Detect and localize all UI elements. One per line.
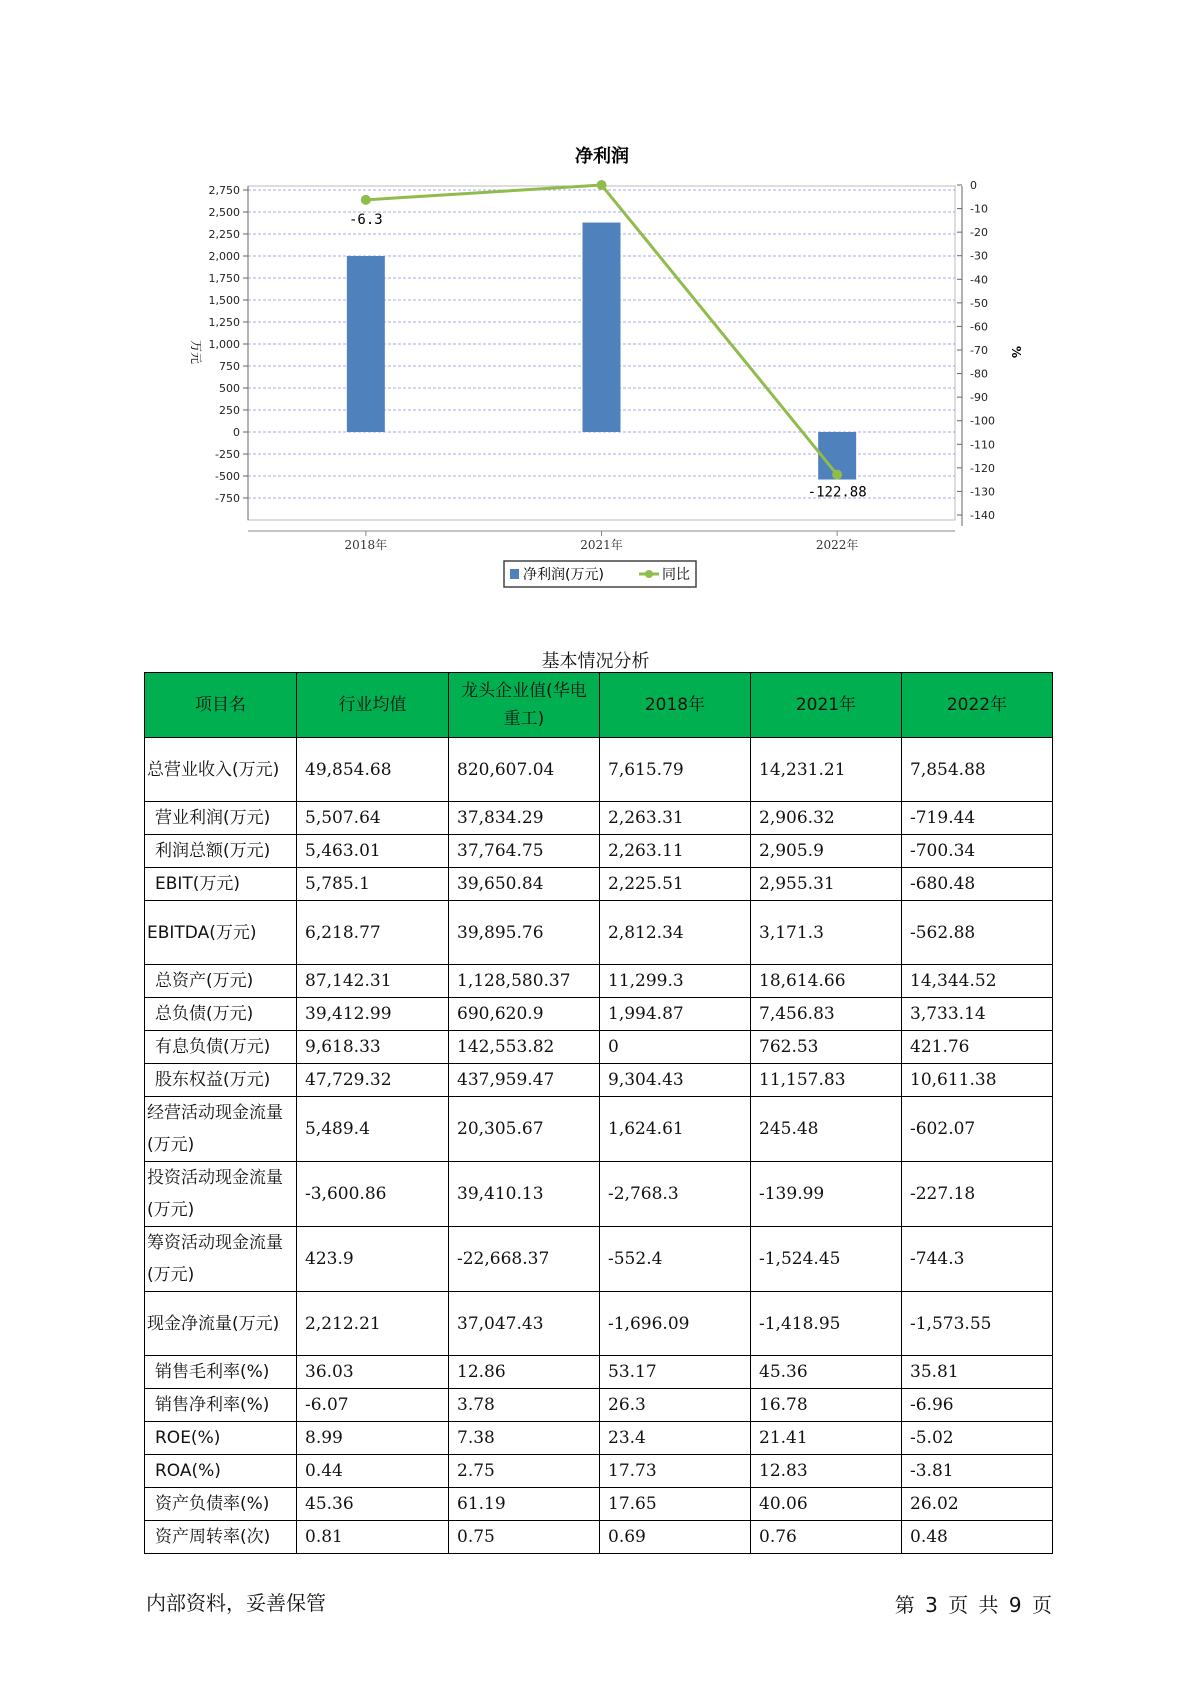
table-cell: -602.07	[902, 1097, 1053, 1162]
table-cell: 820,607.04	[449, 738, 600, 802]
y-tick-label: 1,250	[208, 316, 240, 329]
chart-title: 净利润	[575, 146, 629, 167]
y-tick-label: 2,500	[208, 206, 240, 219]
table-cell: 21.41	[751, 1422, 902, 1455]
row-label: 销售净利率(%)	[145, 1389, 297, 1422]
table-row	[145, 1292, 1053, 1356]
y-tick-label: -500	[215, 470, 240, 483]
table-cell: 5,785.1	[297, 868, 449, 901]
table-caption: 基本情况分析	[541, 651, 650, 672]
table-cell: 0.75	[449, 1521, 600, 1554]
table-cell: 37,047.43	[449, 1292, 600, 1356]
table-cell: 26.02	[902, 1488, 1053, 1521]
row-label: EBIT(万元)	[145, 868, 297, 901]
table-row	[145, 901, 1053, 965]
table-cell: 9,304.43	[600, 1064, 751, 1097]
table-cell: 14,231.21	[751, 738, 902, 802]
table-cell: 9,618.33	[297, 1031, 449, 1064]
table-row	[145, 1064, 1053, 1097]
table-cell: 0.48	[902, 1521, 1053, 1554]
table-row	[145, 1455, 1053, 1488]
row-label: 资产周转率(次)	[145, 1521, 297, 1554]
table-row	[145, 802, 1053, 835]
y-tick-label: 1,750	[208, 272, 240, 285]
table-cell: 17.73	[600, 1455, 751, 1488]
y-tick-label: 500	[219, 382, 240, 395]
y-tick-label: 250	[219, 404, 240, 417]
table-cell: 17.65	[600, 1488, 751, 1521]
table-cell: 26.3	[600, 1389, 751, 1422]
y-right-tick-label: -80	[970, 367, 988, 381]
y-tick-label: 750	[219, 360, 240, 373]
row-label: 经营活动现金流量(万元)	[145, 1097, 297, 1162]
row-label: 营业利润(万元)	[145, 802, 297, 835]
table-cell: 0.44	[297, 1455, 449, 1488]
table-cell: -1,573.55	[902, 1292, 1053, 1356]
table-cell: -552.4	[600, 1227, 751, 1292]
row-label: 有息负债(万元)	[145, 1031, 297, 1064]
yoy-point	[832, 470, 842, 480]
table-cell: 35.81	[902, 1356, 1053, 1389]
y-right-tick-label: 0	[970, 179, 977, 192]
table-cell: -719.44	[902, 802, 1053, 835]
row-label: 资产负债率(%)	[145, 1488, 297, 1521]
net-profit-chart	[0, 0, 1191, 600]
y-right-tick-label: -40	[970, 273, 988, 287]
table-row	[145, 1389, 1053, 1422]
table-cell: 12.86	[449, 1356, 600, 1389]
row-label: EBITDA(万元)	[145, 901, 297, 965]
table-cell: -227.18	[902, 1162, 1053, 1227]
footer-page-number: 第 3 页 共 9 页	[894, 1593, 1052, 1617]
legend-label: 同比	[662, 567, 690, 583]
table-cell: -1,696.09	[600, 1292, 751, 1356]
table-header-cell: 龙头企业值(华电重工)	[449, 673, 600, 738]
table-cell: 5,507.64	[297, 802, 449, 835]
table-cell: 1,128,580.37	[449, 965, 600, 998]
yoy-point	[597, 180, 607, 190]
table-cell: 11,299.3	[600, 965, 751, 998]
y-tick-label: 1,000	[208, 338, 240, 351]
table-cell: 20,305.67	[449, 1097, 600, 1162]
y-right-tick-label: -20	[970, 226, 988, 240]
table-cell: 39,650.84	[449, 868, 600, 901]
table-row	[145, 1162, 1053, 1227]
table-cell: 762.53	[751, 1031, 902, 1064]
table-cell: -3,600.86	[297, 1162, 449, 1227]
row-label: 总负债(万元)	[145, 998, 297, 1031]
table-cell: 18,614.66	[751, 965, 902, 998]
table-cell: -1,418.95	[751, 1292, 902, 1356]
table-cell: 16.78	[751, 1389, 902, 1422]
table-cell: -6.96	[902, 1389, 1053, 1422]
legend-bar-swatch	[510, 569, 519, 579]
table-cell: 14,344.52	[902, 965, 1053, 998]
footer-confidential-note: 内部资料，妥善保管	[146, 1591, 326, 1615]
table-cell: -5.02	[902, 1422, 1053, 1455]
y-right-tick-label: -130	[970, 485, 995, 499]
yoy-point	[361, 195, 371, 205]
row-label: 筹资活动现金流量(万元)	[145, 1227, 297, 1292]
table-cell: 3,733.14	[902, 998, 1053, 1031]
table-row	[145, 965, 1053, 998]
row-label: 总资产(万元)	[145, 965, 297, 998]
table-cell: 0.69	[600, 1521, 751, 1554]
table-cell: 2,906.32	[751, 802, 902, 835]
x-tick-label: 2021年	[580, 538, 623, 552]
y-tick-label: 2,000	[208, 250, 240, 263]
table-cell: 2,263.31	[600, 802, 751, 835]
row-label: 利润总额(万元)	[145, 835, 297, 868]
table-cell: 245.48	[751, 1097, 902, 1162]
table-cell: 5,489.4	[297, 1097, 449, 1162]
table-cell: 2,812.34	[600, 901, 751, 965]
table-cell: 2.75	[449, 1455, 600, 1488]
table-header-cell: 项目名	[145, 673, 297, 738]
table-row	[145, 1031, 1053, 1064]
table-cell: 142,553.82	[449, 1031, 600, 1064]
table-cell: -700.34	[902, 835, 1053, 868]
y-right-tick-label: -70	[970, 344, 988, 357]
table-cell: 6,218.77	[297, 901, 449, 965]
table-cell: 12.83	[751, 1455, 902, 1488]
table-cell: 36.03	[297, 1356, 449, 1389]
table-cell: 7,854.88	[902, 738, 1053, 802]
y-right-tick-label: -30	[970, 249, 988, 263]
table-row	[145, 1097, 1053, 1162]
table-header-cell: 2022年	[902, 673, 1053, 738]
table-header-row	[145, 673, 1053, 738]
y-tick-label: 0	[233, 426, 240, 439]
table-row	[145, 1227, 1053, 1292]
table-cell: 7.38	[449, 1422, 600, 1455]
data-label: -6.3	[348, 211, 383, 228]
table-cell: 45.36	[297, 1488, 449, 1521]
y-tick-label: 2,750	[208, 184, 240, 197]
table-cell: -22,668.37	[449, 1227, 600, 1292]
row-label: ROE(%)	[145, 1422, 297, 1455]
y-tick-label: -250	[215, 448, 240, 461]
table-cell: 8.99	[297, 1422, 449, 1455]
table-cell: 47,729.32	[297, 1064, 449, 1097]
y-right-tick-label: -140	[970, 509, 995, 522]
table-cell: 2,955.31	[751, 868, 902, 901]
table-cell: 7,456.83	[751, 998, 902, 1031]
table-cell: 37,764.75	[449, 835, 600, 868]
table-header-cell: 2021年	[751, 673, 902, 738]
y-axis-title-left: 万元	[189, 339, 203, 365]
table-row	[145, 1521, 1053, 1554]
table-cell: 7,615.79	[600, 738, 751, 802]
table-cell: 423.9	[297, 1227, 449, 1292]
table-cell: -139.99	[751, 1162, 902, 1227]
table-cell: 0.76	[751, 1521, 902, 1554]
table-cell: 2,225.51	[600, 868, 751, 901]
table-cell: 23.4	[600, 1422, 751, 1455]
table-row	[145, 868, 1053, 901]
table-cell: -744.3	[902, 1227, 1053, 1292]
chart-svg	[0, 0, 1191, 600]
table-header-cell: 2018年	[600, 673, 751, 738]
y-right-tick-label: -60	[970, 320, 988, 334]
bar	[583, 223, 621, 432]
row-label: 销售毛利率(%)	[145, 1356, 297, 1389]
y-right-tick-label: -120	[970, 461, 995, 475]
y-right-tick-label: -10	[970, 202, 988, 216]
table-cell: -562.88	[902, 901, 1053, 965]
table-cell: 2,212.21	[297, 1292, 449, 1356]
table-cell: 2,905.9	[751, 835, 902, 868]
table-cell: 40.06	[751, 1488, 902, 1521]
y-tick-label: -750	[215, 492, 240, 505]
table-cell: 5,463.01	[297, 835, 449, 868]
y-tick-label: 2,250	[208, 228, 240, 241]
row-label: 总营业收入(万元)	[145, 738, 297, 802]
bar	[347, 256, 385, 432]
y-right-tick-label: -50	[970, 296, 988, 310]
row-label: ROA(%)	[145, 1455, 297, 1488]
table-cell: 1,994.87	[600, 998, 751, 1031]
row-label: 现金净流量(万元)	[145, 1292, 297, 1356]
table-cell: -680.48	[902, 868, 1053, 901]
table-cell: 39,410.13	[449, 1162, 600, 1227]
table-cell: 10,611.38	[902, 1064, 1053, 1097]
y-right-tick-label: -110	[970, 438, 995, 452]
x-tick-label: 2022年	[815, 538, 859, 552]
table-cell: 49,854.68	[297, 738, 449, 802]
table-cell: 1,624.61	[600, 1097, 751, 1162]
table-row	[145, 835, 1053, 868]
table-cell: 690,620.9	[449, 998, 600, 1031]
table-cell: 61.19	[449, 1488, 600, 1521]
table-row	[145, 1422, 1053, 1455]
row-label: 投资活动现金流量(万元)	[145, 1162, 297, 1227]
y-right-tick-label: -100	[970, 414, 995, 428]
legend-label: 净利润(万元)	[523, 567, 604, 583]
table-cell: 39,895.76	[449, 901, 600, 965]
table-cell: 421.76	[902, 1031, 1053, 1064]
table-row	[145, 1356, 1053, 1389]
basic-analysis-table	[144, 672, 1053, 1554]
y-tick-label: 1,500	[208, 294, 240, 307]
table-row	[145, 1488, 1053, 1521]
table-cell: 53.17	[600, 1356, 751, 1389]
table-cell: 0.81	[297, 1521, 449, 1554]
table-cell: 11,157.83	[751, 1064, 902, 1097]
y-axis-title-right: %	[1009, 345, 1023, 359]
table-cell: -3.81	[902, 1455, 1053, 1488]
y-right-tick-label: -90	[970, 391, 988, 405]
table-row	[145, 998, 1053, 1031]
table-cell: 45.36	[751, 1356, 902, 1389]
data-label: -122.88	[807, 484, 867, 501]
x-tick-label: 2018年	[344, 538, 388, 552]
table-row	[145, 738, 1053, 802]
table-cell: 0	[600, 1031, 751, 1064]
table-cell: 437,959.47	[449, 1064, 600, 1097]
table-cell: -6.07	[297, 1389, 449, 1422]
table-cell: 87,142.31	[297, 965, 449, 998]
legend-line-marker	[645, 570, 653, 578]
table-cell: 3,171.3	[751, 901, 902, 965]
table-header-cell: 行业均值	[297, 673, 449, 738]
table-cell: -1,524.45	[751, 1227, 902, 1292]
table-cell: -2,768.3	[600, 1162, 751, 1227]
table-cell: 39,412.99	[297, 998, 449, 1031]
table-cell: 2,263.11	[600, 835, 751, 868]
table-cell: 3.78	[449, 1389, 600, 1422]
row-label: 股东权益(万元)	[145, 1064, 297, 1097]
table-cell: 37,834.29	[449, 802, 600, 835]
